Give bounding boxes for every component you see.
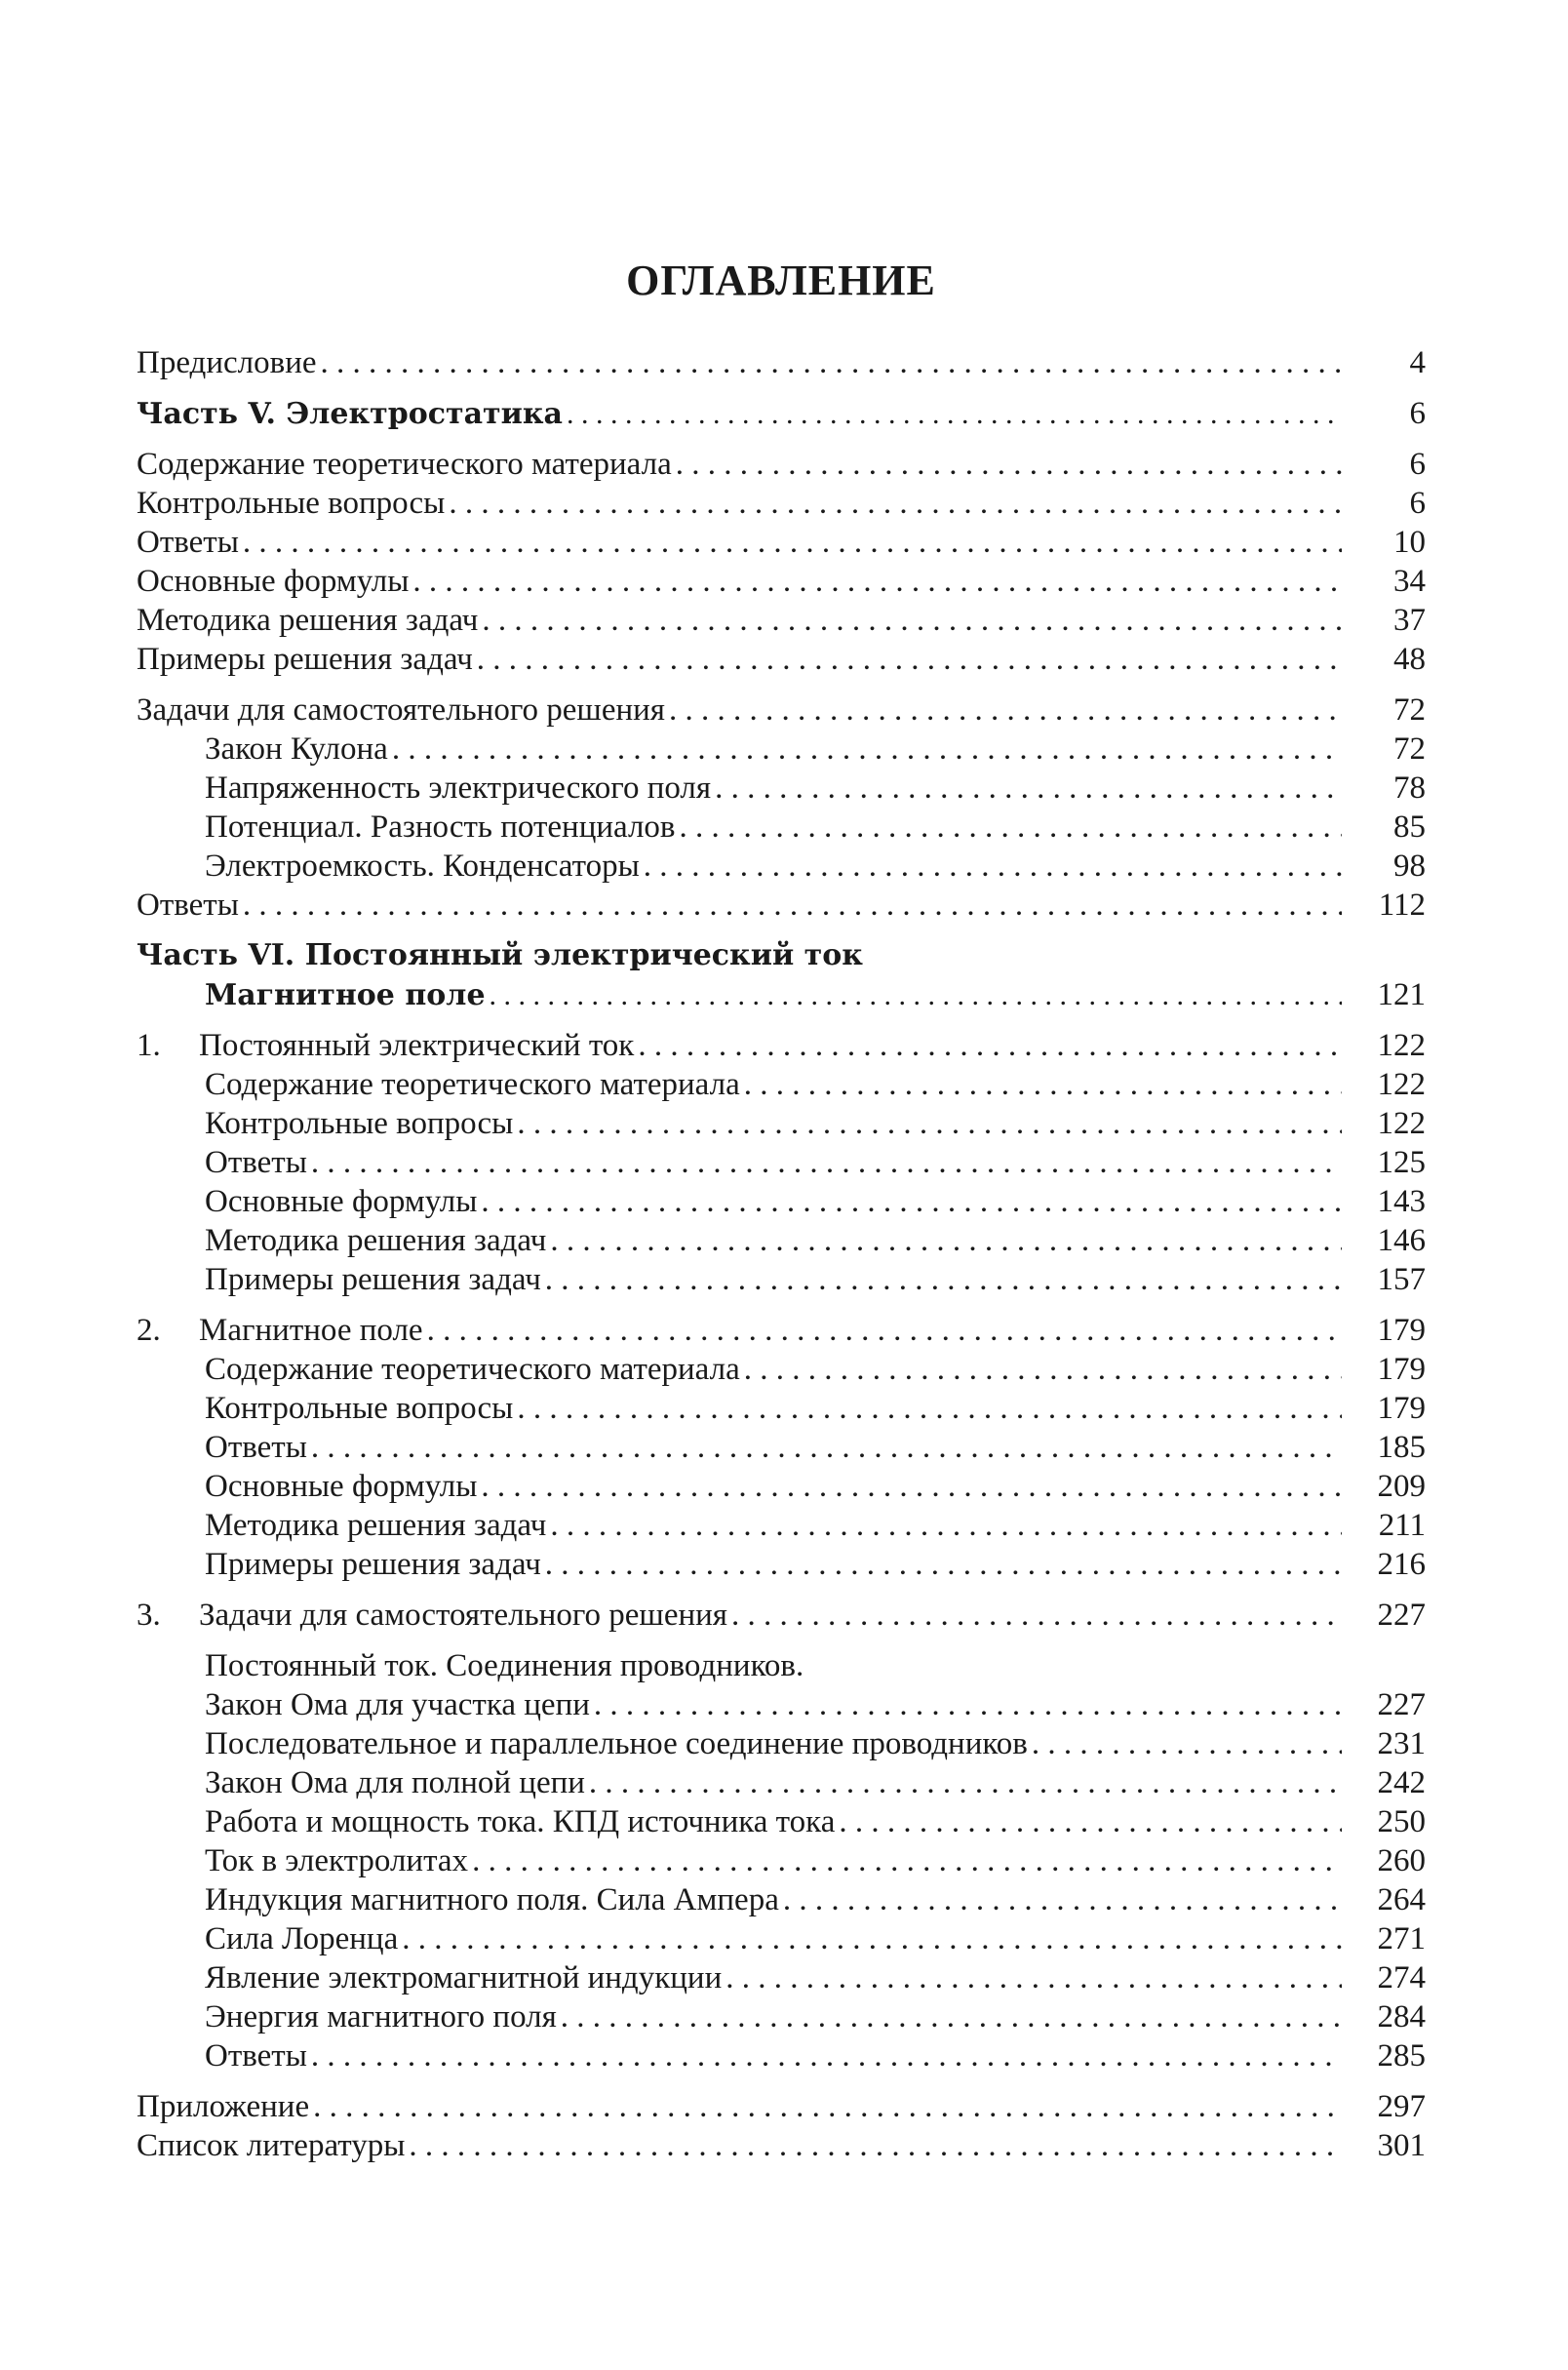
toc-entry[interactable] (137, 445, 1426, 484)
dot-leader (744, 1065, 1342, 1104)
entry-label: Содержание теоретического материала (137, 447, 672, 482)
entry-page: 209 (1377, 1469, 1426, 1504)
entry-label: Ответы (137, 525, 239, 560)
toc-chapter[interactable] (137, 1311, 1426, 1350)
entry-label: Содержание теоретического материала (205, 1352, 740, 1387)
dot-leader (744, 1350, 1342, 1389)
toc-entry[interactable] (137, 886, 1426, 925)
entry-page: 112 (1378, 888, 1426, 923)
dot-leader (392, 730, 1342, 769)
entry-page: 125 (1377, 1145, 1426, 1180)
entry-page: 250 (1377, 1804, 1426, 1839)
dot-leader (490, 976, 1342, 1015)
entry-page: 271 (1377, 1921, 1426, 1956)
entry-page: 211 (1378, 1508, 1426, 1543)
dot-leader (477, 640, 1342, 679)
entry-label: Явление электромагнитной индукции (205, 1960, 723, 1995)
toc-entry[interactable] (137, 343, 1426, 382)
entry-label: Приложение (137, 2089, 310, 2124)
entry-label: Постоянный ток. Соединения проводников. (205, 1648, 804, 1683)
entry-label: Контрольные вопросы (205, 1106, 514, 1141)
entry-label: Примеры решения задач (137, 642, 473, 677)
dot-leader (669, 691, 1342, 730)
toc-entry[interactable] (137, 1467, 1426, 1506)
dot-leader (412, 562, 1342, 601)
entry-page: 285 (1377, 2038, 1426, 2074)
entry-page: 98 (1393, 849, 1426, 884)
entry-page: 143 (1377, 1184, 1426, 1219)
toc-entry[interactable] (137, 1143, 1426, 1182)
dot-leader (567, 395, 1342, 434)
dot-leader (545, 1545, 1342, 1584)
entry-page: 179 (1377, 1313, 1426, 1348)
toc-entry[interactable] (137, 1919, 1426, 1958)
toc-entry[interactable] (137, 640, 1426, 679)
entry-label: Контрольные вопросы (137, 486, 446, 521)
toc-entry[interactable] (137, 1841, 1426, 1880)
toc-page (137, 256, 1426, 2165)
entry-label: Ответы (205, 2038, 307, 2074)
dot-leader (313, 2087, 1342, 2126)
toc-entry[interactable] (137, 1065, 1426, 1104)
dot-leader (725, 1958, 1342, 1997)
toc-entry[interactable] (137, 1545, 1426, 1584)
chapter-number: 2. (137, 1313, 161, 1348)
toc-entry[interactable] (137, 1221, 1426, 1260)
entry-label: Напряженность электрического поля (205, 770, 712, 806)
dot-leader (517, 1389, 1342, 1428)
toc-list (137, 343, 1426, 2165)
entry-label: Задачи для самостоятельного решения (137, 692, 665, 728)
entry-label: Основные формулы (205, 1469, 478, 1504)
entry-page: 185 (1377, 1430, 1426, 1465)
toc-entry[interactable] (137, 1802, 1426, 1841)
entry-page: 6 (1409, 396, 1426, 431)
toc-entry[interactable] (137, 1389, 1426, 1428)
chapter-number: 3. (137, 1598, 161, 1633)
dot-leader (783, 1880, 1342, 1919)
dot-leader (545, 1260, 1342, 1299)
entry-page: 85 (1393, 810, 1426, 845)
entry-page: 72 (1393, 731, 1426, 767)
toc-entry[interactable] (137, 1958, 1426, 1997)
entry-page: 10 (1393, 525, 1426, 560)
dot-leader (550, 1221, 1342, 1260)
entry-label: Основные формулы (137, 564, 410, 599)
dot-leader (715, 769, 1342, 808)
toc-entry[interactable] (137, 1724, 1426, 1763)
entry-label: Электроемкость. Конденсаторы (205, 849, 640, 884)
entry-label: Задачи для самостоятельного решения (199, 1598, 727, 1633)
toc-entry[interactable] (137, 1104, 1426, 1143)
entry-page: 122 (1377, 1028, 1426, 1063)
entry-label: Контрольные вопросы (205, 1391, 514, 1426)
dot-leader (482, 601, 1342, 640)
toc-entry[interactable] (137, 769, 1426, 808)
toc-part-heading[interactable] (137, 394, 1426, 433)
toc-part-heading-continuation[interactable] (137, 975, 1426, 1014)
dot-leader (472, 1841, 1342, 1880)
dot-leader (402, 1919, 1342, 1958)
entry-page: 179 (1377, 1391, 1426, 1426)
entry-page: 297 (1377, 2089, 1426, 2124)
entry-page: 227 (1377, 1598, 1426, 1633)
dot-leader (676, 445, 1342, 484)
entry-page: 4 (1409, 345, 1426, 380)
toc-entry[interactable] (137, 2126, 1426, 2165)
dot-leader (594, 1685, 1342, 1724)
entry-label: Методика решения задач (205, 1223, 547, 1258)
entry-label: Закон Ома для участка цепи (205, 1687, 590, 1722)
entry-label: Примеры решения задач (205, 1262, 541, 1297)
entry-page: 227 (1377, 1687, 1426, 1722)
dot-leader (1032, 1724, 1342, 1763)
entry-page: 78 (1393, 770, 1426, 806)
toc-entry[interactable] (137, 1182, 1426, 1221)
entry-label: Ответы (137, 888, 239, 923)
toc-entry[interactable] (137, 691, 1426, 730)
dot-leader (517, 1104, 1342, 1143)
dot-leader (561, 1997, 1342, 2036)
toc-entry[interactable] (137, 730, 1426, 769)
entry-page: 284 (1377, 1999, 1426, 2034)
entry-page: 231 (1377, 1726, 1426, 1761)
entry-label: Магнитное поле (205, 978, 486, 1012)
entry-label: Часть V. Электростатика (137, 397, 563, 431)
entry-page: 6 (1409, 486, 1426, 521)
toc-entry[interactable] (137, 601, 1426, 640)
entry-label: Список литературы (137, 2128, 406, 2163)
entry-page: 37 (1393, 603, 1426, 638)
entry-label: Энергия магнитного поля (205, 1999, 557, 2034)
dot-leader (550, 1506, 1342, 1545)
toc-entry[interactable] (137, 2036, 1426, 2075)
entry-label: Предисловие (137, 345, 317, 380)
dot-leader (481, 1182, 1342, 1221)
toc-chapter[interactable] (137, 1596, 1426, 1635)
dot-leader (839, 1802, 1342, 1841)
entry-label: Основные формулы (205, 1184, 478, 1219)
toc-entry[interactable] (137, 808, 1426, 847)
dot-leader (680, 808, 1343, 847)
entry-page: 157 (1377, 1262, 1426, 1297)
toc-subheading[interactable] (137, 1646, 1426, 1685)
dot-leader (731, 1596, 1342, 1635)
entry-label: Индукция магнитного поля. Сила Ампера (205, 1882, 779, 1917)
entry-label: Постоянный электрический ток (199, 1028, 635, 1063)
entry-label: Примеры решения задач (205, 1547, 541, 1582)
entry-page: 242 (1377, 1765, 1426, 1800)
entry-label: Ответы (205, 1430, 307, 1465)
entry-label: Потенциал. Разность потенциалов (205, 810, 676, 845)
dot-leader (311, 2036, 1342, 2075)
entry-page: 264 (1377, 1882, 1426, 1917)
entry-label: Сила Лоренца (205, 1921, 399, 1956)
entry-page: 216 (1377, 1547, 1426, 1582)
entry-label: Методика решения задач (137, 603, 479, 638)
entry-label: Последовательное и параллельное соединение проводников (205, 1726, 1028, 1761)
entry-page: 122 (1377, 1067, 1426, 1102)
dot-leader (449, 484, 1342, 523)
dot-leader (311, 1143, 1342, 1182)
dot-leader (644, 847, 1342, 886)
entry-page: 260 (1377, 1843, 1426, 1878)
dot-leader (243, 886, 1342, 925)
dot-leader (243, 523, 1342, 562)
entry-page: 146 (1377, 1223, 1426, 1258)
chapter-number: 1. (137, 1028, 161, 1063)
toc-entry[interactable] (137, 847, 1426, 886)
entry-label: Закон Ома для полной цепи (205, 1765, 585, 1800)
toc-entry[interactable] (137, 562, 1426, 601)
entry-page: 179 (1377, 1352, 1426, 1387)
entry-page: 121 (1377, 977, 1426, 1012)
toc-part-heading[interactable] (137, 936, 1426, 975)
toc-entry[interactable] (137, 1350, 1426, 1389)
entry-page: 72 (1393, 692, 1426, 728)
dot-leader (638, 1026, 1342, 1065)
entry-page: 274 (1377, 1960, 1426, 1995)
entry-label: Закон Кулона (205, 731, 388, 767)
entry-label: Работа и мощность тока. КПД источника тока (205, 1804, 836, 1839)
page-title: ОГЛАВЛЕНИЕ (626, 257, 936, 304)
dot-leader (311, 1428, 1342, 1467)
toc-entry[interactable] (137, 484, 1426, 523)
toc-chapter[interactable] (137, 1026, 1426, 1065)
toc-entry[interactable] (137, 2087, 1426, 2126)
toc-entry[interactable] (137, 1260, 1426, 1299)
dot-leader (481, 1467, 1342, 1506)
toc-entry[interactable] (137, 1997, 1426, 2036)
dot-leader (321, 343, 1343, 382)
entry-label: Ответы (205, 1145, 307, 1180)
entry-label: Ток в электролитах (205, 1843, 469, 1878)
toc-entry[interactable] (137, 1506, 1426, 1545)
toc-entry[interactable] (137, 1428, 1426, 1467)
entry-page: 6 (1409, 447, 1426, 482)
entry-label: Часть VI. Постоянный электрический ток (137, 938, 863, 972)
entry-page: 301 (1377, 2128, 1426, 2163)
toc-entry[interactable] (137, 523, 1426, 562)
toc-entry[interactable] (137, 1763, 1426, 1802)
dot-leader (589, 1763, 1342, 1802)
entry-page: 48 (1393, 642, 1426, 677)
entry-label: Магнитное поле (199, 1313, 423, 1348)
entry-page: 122 (1377, 1106, 1426, 1141)
dot-leader (427, 1311, 1342, 1350)
toc-entry[interactable] (137, 1880, 1426, 1919)
entry-label: Содержание теоретического материала (205, 1067, 740, 1102)
entry-label: Методика решения задач (205, 1508, 547, 1543)
entry-page: 34 (1393, 564, 1426, 599)
toc-entry[interactable] (137, 1685, 1426, 1724)
dot-leader (409, 2126, 1342, 2165)
